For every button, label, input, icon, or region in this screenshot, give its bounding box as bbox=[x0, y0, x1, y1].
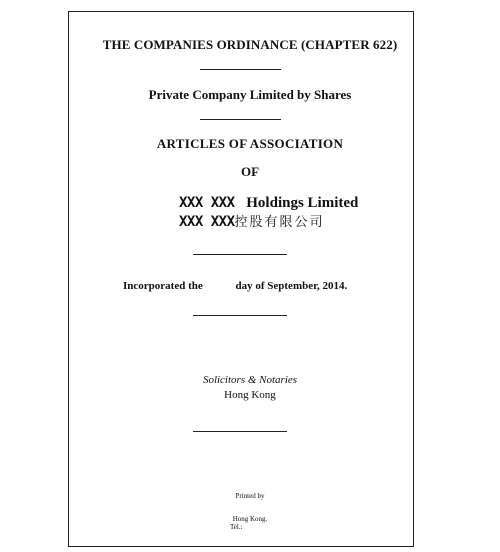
printed-by-label: Printed by bbox=[235, 492, 265, 500]
footer-tel: Tel.: bbox=[230, 523, 243, 531]
divider-rule bbox=[200, 119, 281, 120]
divider-rule bbox=[193, 431, 287, 432]
company-name-chinese-suffix: 控股有限公司 bbox=[234, 215, 325, 230]
company-name-placeholder: XXX XXX bbox=[179, 195, 235, 211]
articles-heading: ARTICLES OF ASSOCIATION bbox=[156, 136, 344, 151]
location-label: Hong Kong bbox=[224, 389, 276, 401]
company-name-english-suffix: Holdings Limited bbox=[246, 195, 359, 211]
incorporation-line bbox=[123, 280, 347, 292]
act-title: THE COMPANIES ORDINANCE (CHAPTER 622) bbox=[102, 37, 398, 52]
footer-location: Hong Kong. bbox=[232, 515, 268, 523]
divider-rule bbox=[193, 315, 287, 316]
of-word: OF bbox=[240, 164, 260, 179]
company-name-english bbox=[179, 195, 358, 212]
divider-rule bbox=[193, 254, 287, 255]
incorporation-suffix: day of September, 2014. bbox=[235, 280, 348, 292]
company-type: Private Company Limited by Shares bbox=[148, 87, 352, 102]
divider-rule bbox=[200, 69, 281, 70]
company-name-placeholder: XXX XXX bbox=[179, 214, 235, 230]
solicitors-label: Solicitors & Notaries bbox=[202, 374, 298, 386]
incorporation-prefix: Incorporated the bbox=[123, 280, 203, 292]
company-name-chinese bbox=[179, 211, 325, 231]
